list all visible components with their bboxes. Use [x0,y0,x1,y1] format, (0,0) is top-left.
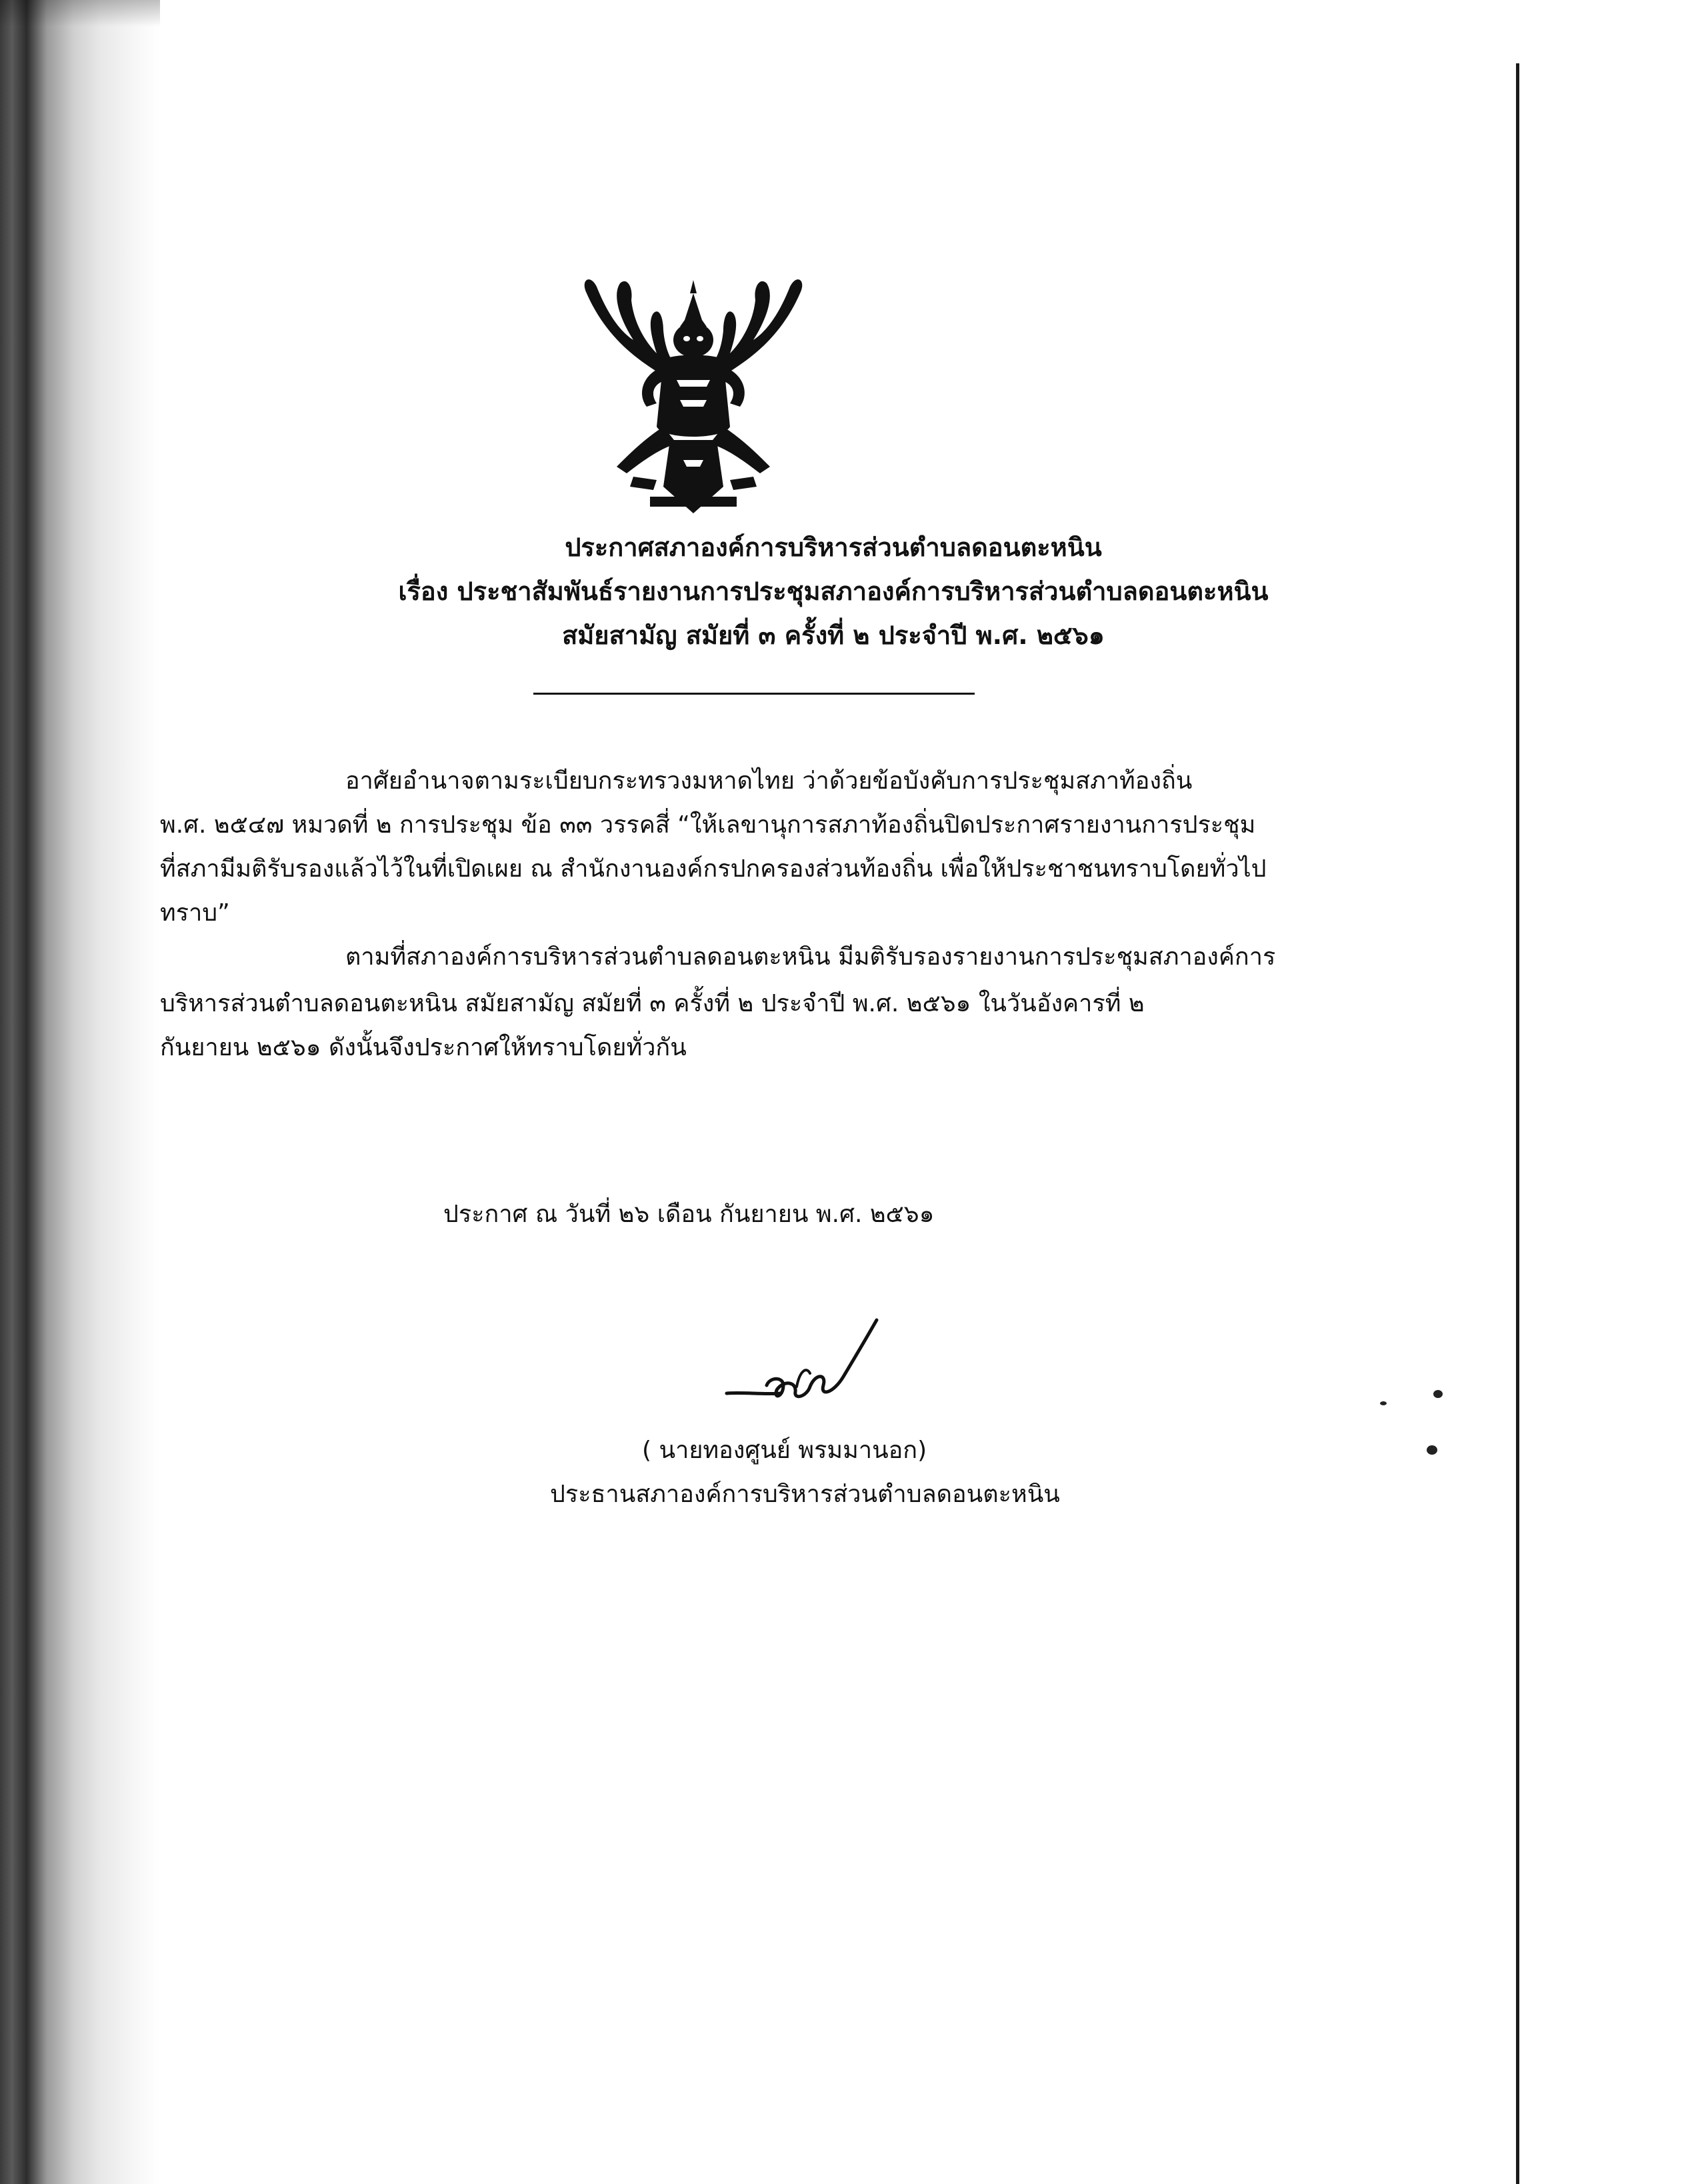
announcement-subject: เรื่อง ประชาสัมพันธ์รายงานการประชุมสภาองค์การบริหารส่วนตำบลดอนตะหนิน [398,577,1269,606]
session-title: สมัยสามัญ สมัยที่ ๓ ครั้งที่ ๒ ประจำปี พ.ศ. ๒๕๖๑ [562,621,1105,650]
paragraph2-line2: บริหารส่วนตำบลดอนตะหนิน สมัยสามัญ สมัยที่ ๓ ครั้งที่ ๒ ประจำปี พ.ศ. ๒๕๖๑ ในวันอังคารที่ ๒ [160,990,1145,1017]
handwritten-signature [717,1307,890,1413]
scan-edge-shadow [0,0,160,2184]
paragraph2-line3: กันยายน ๒๕๖๑ ดังนั้นจึงประกาศให้ทราบโดยทั่วกัน [160,1034,687,1061]
scan-border-line [1516,63,1519,2184]
paragraph1-line2: พ.ศ. ๒๕๔๗ หมวดที่ ๒ การประชุม ข้อ ๓๓ วรรคสี่ “ให้เลขานุการสภาท้องถิ่นปิดประกาศรายงานการประชุม [160,811,1256,839]
scan-edge-top-shadow [0,0,160,27]
signatory-position: ประธานสภาองค์การบริหารส่วนตำบลดอนตะหนิน [550,1481,1060,1508]
scan-speck [1427,1445,1437,1455]
garuda-emblem-icon [570,267,817,527]
scan-speck [1380,1401,1387,1405]
signatory-name: ( นายทองศูนย์ พรมมานอก) [642,1437,927,1464]
announcement-title: ประกาศสภาองค์การบริหารส่วนตำบลดอนตะหนิน [565,533,1102,562]
paragraph1-line1: อาศัยอำนาจตามระเบียบกระทรวงมหาดไทย ว่าด้วยข้อบังคับการประชุมสภาท้องถิ่น [345,767,1193,795]
heading-underline [533,693,975,695]
announcement-date: ประกาศ ณ วันที่ ๒๖ เดือน กันยายน พ.ศ. ๒๕๖๑ [443,1201,935,1228]
paragraph1-line3: ที่สภามีมติรับรองแล้วไว้ในที่เปิดเผย ณ สำนักงานองค์กรปกครองส่วนท้องถิ่น เพื่อให้ประชาชนทราบโดยทั่วไป [160,855,1267,883]
paragraph1-line4: ทราบ” [160,899,230,927]
paragraph2-line1: ตามที่สภาองค์การบริหารส่วนตำบลดอนตะหนิน มีมติรับรองรายงานการประชุมสภาองค์การ [345,943,1276,971]
scan-speck [1433,1390,1443,1398]
